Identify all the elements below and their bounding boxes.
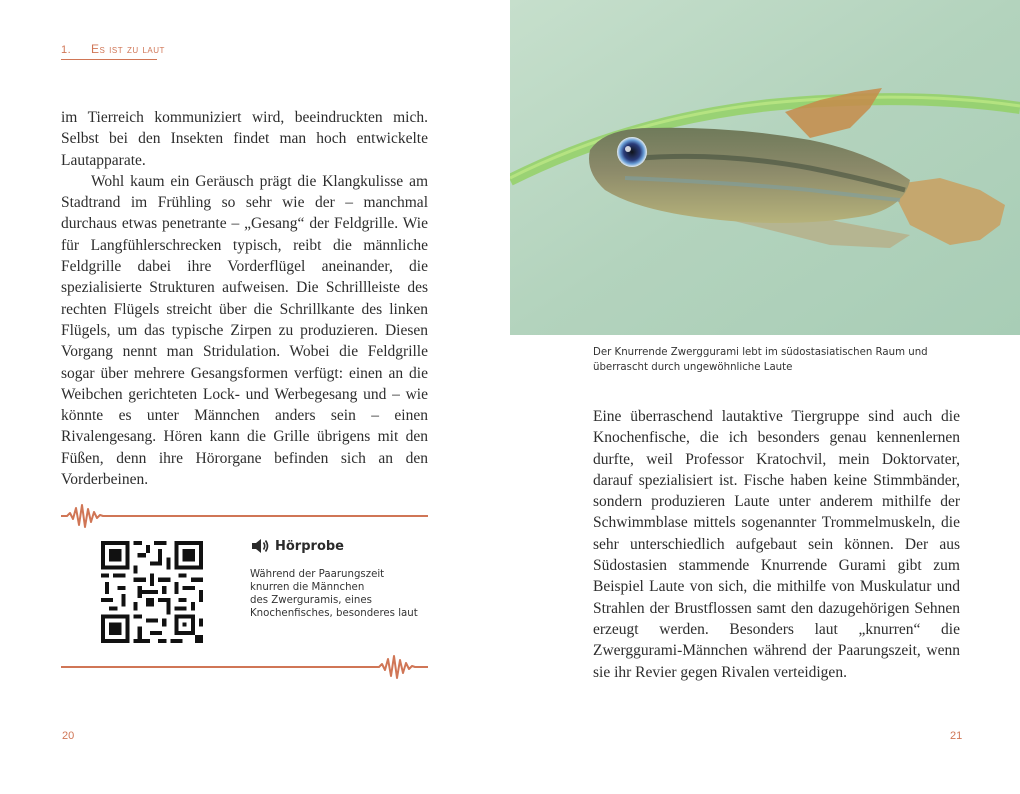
photo-caption: Der Knurrende Zwerggurami lebt im südostasiatischen Raum und überrascht durch ungewöhnliche Laute <box>593 347 928 373</box>
running-head <box>61 42 165 56</box>
right-body-text <box>593 406 960 683</box>
fish-photo <box>510 0 1020 335</box>
chapter-number: 1. <box>61 44 72 56</box>
audio-sample-description: Während der Paarungszeit knurren die Männchen des Zwerguramis, eines Knochenfisches, besonderes laut <box>250 569 418 619</box>
speaker-icon <box>250 536 270 556</box>
audio-sample-box <box>250 536 430 620</box>
sound-wave-divider-top <box>61 503 428 529</box>
paragraph: Eine überraschend lautaktive Tiergruppe sind auch die Knochenfische, die ich besonders genau kennenlernen durfte, weil Professor Kratochvil, mein Doktorvater, darauf spezialisiert ist. Fische haben keine Stimmbänder, sondern produzieren Laute unter anderem mithilfe der Schwimmblase mittels sogenannter Trommelmuskeln, die sehr unterschiedlich aufgebaut sein können. Der aus Südostasien stammende Knurrende Gurami gibt zum Beispiel Laute von sich, die mithilfe von Muskulatur und Strahlen der Brustflossen samt den dazugehörigen Sehnen erzeugt werden. Besonders laut „knurren“ die Zwerggurami-Männchen während der Paarungszeit, wenn sie ihr Revier gegen Rivalen verteidigen. <box>593 408 960 681</box>
sound-wave-divider-bottom <box>61 654 428 680</box>
audio-sample-header <box>250 536 430 556</box>
qr-code[interactable] <box>101 541 203 643</box>
running-head-rule <box>61 59 157 60</box>
left-body-text <box>61 107 428 490</box>
audio-sample-title: Hörprobe <box>275 538 344 554</box>
page-number-left: 20 <box>62 730 75 742</box>
page-number-right: 21 <box>950 730 963 742</box>
paragraph: im Tierreich kommuniziert wird, beeindruckten mich. Selbst bei den Insekten findet man hoch entwickelte Lautapparate. <box>61 109 428 169</box>
chapter-title: Es ist zu laut <box>91 42 165 56</box>
paragraph: Wohl kaum ein Geräusch prägt die Klangkulisse am Stadtrand im Frühling so sehr wie der – manchmal durchaus etwas penetrante – „Gesang“ der Feldgrille. Wie für Langfühlerschrecken typisch, reibt die männliche Feldgrille dabei ihre Vorderflügel aneinander, die spezialisierte Strukturen aufweisen. Die Schrillleiste des rechten Flügels streicht über die Schrillkante des linken Flügels, um das typische Zirpen zu produzieren. Diesen Vorgang nennt man Stridulation. Wobei die Feldgrille sogar über mehrere Gesangsformen verfügt: einen an die Weibchen gerichteten Lock- und Werbegesang und – wie könnte es unter Männchen anders sein – einen Rivalengesang. Hören kann die Grille übrigens mit den Füßen, denn ihre Hörorgane befinden sich an den Vorderbeinen. <box>61 172 428 489</box>
right-page <box>510 0 1020 794</box>
